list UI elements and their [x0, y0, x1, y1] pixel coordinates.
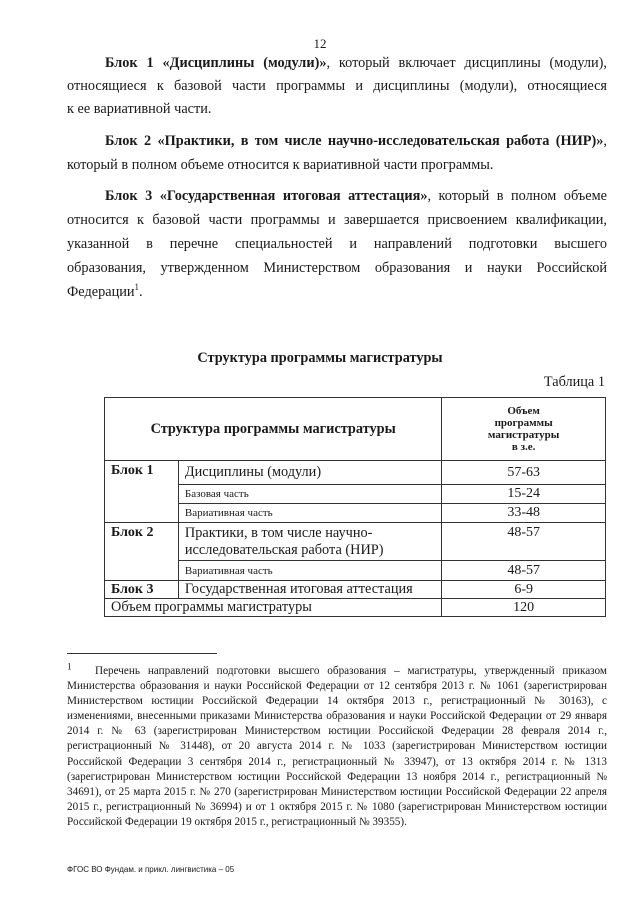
block-cell: Блок 1	[105, 461, 179, 523]
footnote-separator	[67, 653, 217, 654]
row-value: 33-48	[442, 504, 606, 523]
block1-line3: к ее вариативной части.	[67, 101, 212, 117]
footnote	[67, 661, 607, 830]
row-name: Вариативная часть	[178, 504, 441, 523]
table-header-row	[105, 398, 606, 461]
row-name: Базовая часть	[178, 485, 441, 504]
row-value: 48-57	[442, 523, 606, 561]
block3-line5: Федерации$^1$.	[67, 282, 143, 300]
row-name: Практики, в том числе научно- исследовательская работа (НИР)	[178, 523, 441, 561]
table-row	[105, 485, 606, 504]
footer-text: ФГОС ВО Фундам. и прикл. лингвистика – 05	[67, 865, 235, 874]
table-total-row	[105, 599, 606, 617]
table-row	[105, 561, 606, 581]
block1-line2: относящиеся к базовой части программы и дисциплины (модули), относящиеся	[67, 78, 607, 94]
block2-line2: который в полном объеме относится к вариативной части программы.	[67, 157, 494, 173]
structure-table	[104, 397, 606, 617]
header-structure: Структура программы магистратуры	[105, 398, 442, 461]
row-name: Вариативная часть	[178, 561, 441, 581]
block3-title: Блок 3 «Государственная итоговая аттестация»	[105, 188, 428, 204]
table-label: Таблица 1	[543, 374, 605, 390]
header-volume: Объем программы магистратуры в з.е.	[442, 398, 606, 461]
block2-title: Блок 2 «Практики, в том числе научно-исследовательская работа (НИР)»	[105, 133, 604, 149]
block3-line2: относится к базовой части программы и завершается присвоением квалификации,	[67, 212, 607, 228]
row-value: 15-24	[442, 485, 606, 504]
block3-line4: образования, утвержденном Министерством образования и науки Российской	[67, 260, 607, 276]
block-cell: Блок 2	[105, 523, 179, 581]
row-name: Государственная итоговая аттестация	[178, 581, 441, 599]
footnote-mark: 1	[67, 661, 72, 672]
row-value: 6-9	[442, 581, 606, 599]
total-label: Объем программы магистратуры	[105, 599, 442, 617]
table-row	[105, 504, 606, 523]
table-row	[105, 523, 606, 561]
table-row	[105, 581, 606, 599]
row-value: 48-57	[442, 561, 606, 581]
block1-line1: Блок 1 «Дисциплины (модули)», который включает дисциплины (модули),	[105, 55, 607, 71]
row-value: 57-63	[442, 461, 606, 485]
block1-title: Блок 1 «Дисциплины (модули)»	[105, 55, 327, 71]
table-row	[105, 461, 606, 485]
block3-line3: указанной в перечне специальностей и направлений подготовки высшего	[67, 236, 607, 252]
page-number: 12	[313, 36, 327, 51]
total-value: 120	[442, 599, 606, 617]
row-name: Дисциплины (модули)	[178, 461, 441, 485]
block3-line1: Блок 3 «Государственная итоговая аттестация», который в полном объеме	[105, 188, 607, 204]
footnote-ref[interactable]: 1	[134, 282, 140, 293]
block-cell: Блок 3	[105, 581, 179, 599]
block2-line1: Блок 2 «Практики, в том числе научно-исследовательская работа (НИР)»,	[105, 133, 607, 149]
footnote-text: Перечень направлений подготовки высшего образования – магистратуры, утвержденный приказом Министерства образования и науки Российской Федерации от 12 сентября 2013 г. № 1061 (зарегистрирован Министерством юстиции Российской Федерации 14 октября 2013 г., регистрационный № 30163), с изменениями, внесенными приказами Министерства образования и науки Российской Федерации от 29 января 2014 г. № 63 (зарегистрирован Министерством юстиции Российской Федерации 28 февраля 2014 г., регистрационный № 31448), от 20 августа 2014 г. № 1033 (зарегистрирован Министерством юстиции Российской Федерации 3 сентября 2014 г., регистрационный № 33947), от 13 октября 2014 г. № 1313 (зарегистрирован Министерством юстиции Российской Федерации 13 ноября 2014 г., регистрационный № 34691), от 25 марта 2015 г. № 270 (зарегистрирован Министерством юстиции Российской Федерации 22 апреля 2015 г., регистрационный № 36994) и от 1 октября 2015 г. № 1080 (зарегистрирован Министерством юстиции Российской Федерации 19 октября 2015 г., регистрационный № 39355).	[67, 665, 607, 828]
section-title: Структура программы магистратуры	[197, 350, 443, 366]
